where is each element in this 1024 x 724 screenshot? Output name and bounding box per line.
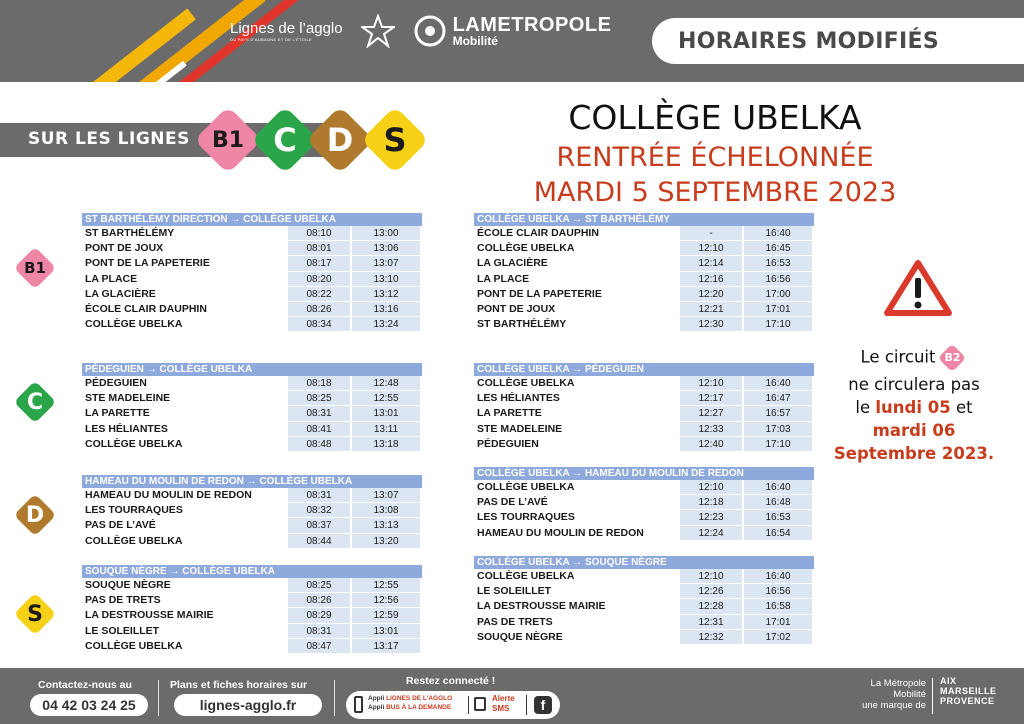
stop-name: LA PLACE: [477, 272, 530, 285]
table-row: [82, 226, 422, 241]
departure-time-2: 13:01: [350, 624, 420, 639]
table-row: [82, 376, 422, 391]
departure-time-2: 16:58: [742, 599, 812, 614]
apps-panel: [346, 691, 560, 719]
plans-label: Plans et fiches horaires sur: [170, 679, 308, 691]
departure-time-1: 08:31: [286, 488, 350, 503]
stop-name: LE SOLEILLET: [85, 624, 160, 637]
table-row: [474, 256, 814, 271]
logo-agglo-subtext: DU PAYS D’AUBAGNE ET DE L’ÉTOILE: [230, 36, 312, 42]
app-lignes-agglo[interactable]: Appli LIGNES DE L’AGGLO: [368, 695, 453, 702]
table-row: [82, 256, 422, 271]
table-row: [474, 630, 814, 645]
table-row: [474, 569, 814, 584]
notice-text-2: ne circulera pas: [848, 375, 980, 394]
stop-name: COLLÈGE UBELKA: [85, 534, 183, 547]
stop-name: PAS DE L’AVÉ: [85, 519, 156, 532]
departure-time-1: 12:20: [678, 287, 742, 302]
table-row: [82, 437, 422, 452]
stop-name: LA PLACE: [85, 272, 138, 285]
departure-time-2: 17:00: [742, 287, 812, 302]
stop-name: COLLÈGE UBELKA: [477, 377, 575, 389]
table-row: [474, 480, 814, 495]
departure-time-1: 12:16: [678, 272, 742, 287]
table-row: [474, 317, 814, 332]
departure-time-2: 13:08: [350, 503, 420, 518]
departure-time-2: 13:18: [350, 437, 420, 452]
table-row: [474, 510, 814, 525]
table-row: [474, 391, 814, 406]
departure-time-2: 16:54: [742, 526, 812, 541]
departure-time-2: 13:20: [350, 534, 420, 549]
departure-time-2: 17:02: [742, 630, 812, 645]
departure-time-2: 16:47: [742, 391, 812, 406]
departure-time-2: 13:06: [350, 241, 420, 256]
stop-name: LES TOURRAQUES: [85, 504, 183, 517]
departure-time-1: 12:30: [678, 317, 742, 332]
stop-name: COLLÈGE UBELKA: [85, 318, 183, 331]
stop-name: LE SOLEILLET: [477, 585, 552, 598]
timetable-c-return: [474, 363, 814, 452]
departure-time-2: 17:03: [742, 422, 812, 437]
smartphone-icon: [354, 696, 363, 713]
departure-time-1: 08:32: [286, 503, 350, 518]
contact-label: Contactez-nous au: [38, 679, 132, 691]
stop-name: LES HÉLIANTES: [477, 392, 560, 405]
departure-time-1: 08:31: [286, 624, 350, 639]
departure-time-1: 08:47: [286, 639, 350, 654]
timetable-s-outbound: [82, 565, 422, 654]
table-row: [82, 639, 422, 654]
departure-time-2: 12:59: [350, 608, 420, 623]
departure-time-2: 16:53: [742, 256, 812, 271]
departure-time-1: 12:10: [678, 376, 742, 391]
stop-name: ÉCOLE CLAIR DAUPHIN: [477, 227, 599, 239]
connect-label: Restez connecté !: [406, 675, 496, 687]
departure-time-1: 12:27: [678, 406, 742, 421]
stop-name: ÉCOLE CLAIR DAUPHIN: [85, 302, 207, 315]
departure-time-1: 12:14: [678, 256, 742, 271]
table-row: [474, 302, 814, 317]
departure-time-1: 08:31: [286, 406, 350, 421]
timetable-s-return: [474, 556, 814, 645]
sms-alert[interactable]: Alerte SMS: [492, 694, 515, 713]
departure-time-2: 13:07: [350, 256, 420, 271]
timetable-header: COLLÈGE UBELKA → HAMEAU DU MOULIN DE REDON: [474, 467, 814, 480]
departure-time-2: 17:10: [742, 437, 812, 452]
departure-time-1: 08:25: [286, 391, 350, 406]
departure-time-1: 08:22: [286, 287, 350, 302]
timetable-header: ST BARTHÉLÉMY DIRECTION → COLLÈGE UBELKA: [82, 213, 422, 226]
departure-time-2: 16:40: [742, 480, 812, 495]
phone-number[interactable]: 04 42 03 24 25: [30, 694, 148, 716]
footer-bar: [0, 668, 1024, 724]
stop-name: STE MADELEINE: [477, 422, 563, 435]
app-bus-demande[interactable]: Appli BUS À LA DEMANDE: [368, 704, 452, 711]
departure-time-2: 12:55: [350, 391, 420, 406]
departure-time-1: 12:32: [678, 630, 742, 645]
stop-name: LES TOURRAQUES: [477, 511, 575, 524]
stop-name: PONT DE JOUX: [85, 242, 164, 255]
departure-time-1: 12:18: [678, 495, 742, 510]
departure-time-2: 13:01: [350, 406, 420, 421]
departure-time-1: 08:10: [286, 226, 350, 241]
departure-time-1: 08:44: [286, 534, 350, 549]
stop-name: PAS DE TRETS: [85, 594, 161, 607]
notice-text-4: et: [955, 398, 973, 417]
departure-time-1: 12:23: [678, 510, 742, 525]
b2-badge: B2: [937, 343, 967, 373]
footer-divider: [334, 680, 335, 716]
stop-name: ST BARTHÉLÉMY: [477, 318, 567, 331]
table-row: [82, 578, 422, 593]
stop-name: PAS DE L’AVÉ: [477, 496, 548, 509]
table-row: [474, 272, 814, 287]
logo-metropole-sub: Mobilité: [452, 34, 498, 48]
departure-time-2: 16:45: [742, 241, 812, 256]
stop-name: LA PARETTE: [477, 407, 542, 420]
b2-notice: [824, 343, 1004, 465]
table-row: [474, 584, 814, 599]
departure-time-2: 12:48: [350, 376, 420, 391]
stop-name: LA DESTROUSSE MAIRIE: [85, 609, 214, 622]
stop-name: PONT DE LA PAPETERIE: [85, 257, 210, 270]
website-link[interactable]: lignes-agglo.fr: [174, 694, 322, 716]
departure-time-2: 13:13: [350, 518, 420, 533]
stop-name: STE MADELEINE: [85, 392, 171, 405]
table-row: [474, 376, 814, 391]
stop-name: COLLÈGE UBELKA: [85, 639, 183, 652]
stop-name: SOUQUE NÈGRE: [477, 630, 563, 643]
departure-time-2: 13:11: [350, 422, 420, 437]
metropole-emblem-icon: [413, 14, 447, 48]
departure-time-1: -: [678, 226, 742, 241]
star-icon: [361, 14, 395, 48]
stop-name: PAS DE TRETS: [477, 615, 553, 628]
departure-time-1: 12:24: [678, 526, 742, 541]
departure-time-1: 12:10: [678, 480, 742, 495]
stop-name: COLLÈGE UBELKA: [477, 481, 575, 493]
table-row: [82, 302, 422, 317]
departure-time-2: 13:16: [350, 302, 420, 317]
table-row: [474, 241, 814, 256]
departure-time-1: 08:48: [286, 437, 350, 452]
departure-time-2: 16:53: [742, 510, 812, 525]
timetable-header: HAMEAU DU MOULIN DE REDON → COLLÈGE UBELKA: [82, 475, 422, 488]
notice-date-1: lundi 05: [875, 398, 951, 417]
table-row: [474, 599, 814, 614]
departure-time-1: 12:21: [678, 302, 742, 317]
notice-text-1: Le circuit: [860, 347, 936, 367]
timetable-d-outbound: [82, 475, 422, 549]
table-row: [82, 488, 422, 503]
timetable-header: PÉDEGUIEN → COLLÈGE UBELKA: [82, 363, 422, 376]
facebook-icon[interactable]: f: [534, 696, 552, 714]
table-row: [474, 495, 814, 510]
stop-name: PONT DE JOUX: [477, 302, 556, 315]
stop-name: LA GLACIÈRE: [85, 287, 156, 300]
departure-time-1: 12:10: [678, 569, 742, 584]
table-row: [82, 624, 422, 639]
departure-time-1: 08:34: [286, 317, 350, 332]
timetable-header: COLLÈGE UBELKA → PÉDEGUIEN: [474, 363, 814, 376]
table-row: [82, 317, 422, 332]
stop-name: LA DESTROUSSE MAIRIE: [477, 600, 606, 613]
logo-agglo-text: Lignes de l’agglo: [230, 19, 343, 37]
table-row: [474, 226, 814, 241]
table-row: [474, 287, 814, 302]
departure-time-1: 08:26: [286, 593, 350, 608]
departure-time-2: 17:01: [742, 302, 812, 317]
table-row: [82, 406, 422, 421]
table-row: [82, 287, 422, 302]
departure-time-2: 16:56: [742, 584, 812, 599]
stop-name: LES HÉLIANTES: [85, 422, 168, 435]
departure-time-2: 16:40: [742, 376, 812, 391]
page-subtitle: RENTRÉE ÉCHELONNÉE: [556, 142, 874, 173]
departure-time-1: 08:41: [286, 422, 350, 437]
departure-time-1: 08:37: [286, 518, 350, 533]
departure-time-1: 12:31: [678, 615, 742, 630]
table-row: [474, 437, 814, 452]
timetable-header: SOUQUE NÈGRE → COLLÈGE UBELKA: [82, 565, 422, 578]
stop-name: LA GLACIÈRE: [477, 257, 548, 270]
footer-divider: [158, 680, 159, 716]
departure-time-2: 12:55: [350, 578, 420, 593]
stop-name: PÉDEGUIEN: [85, 377, 147, 389]
departure-time-1: 12:17: [678, 391, 742, 406]
logo-metropole-name: LAMETROPOLE: [452, 14, 612, 36]
departure-time-1: 12:10: [678, 241, 742, 256]
timetable-d-return: [474, 467, 814, 541]
table-row: [474, 422, 814, 437]
sms-phone-icon: [474, 697, 486, 711]
departure-time-1: 08:20: [286, 272, 350, 287]
table-row: [474, 615, 814, 630]
stop-name: COLLÈGE UBELKA: [477, 570, 575, 582]
departure-time-2: 12:56: [350, 593, 420, 608]
lines-banner-label: SUR LES LIGNES: [28, 129, 190, 149]
notice-date-3: Septembre 2023.: [833, 444, 995, 463]
timetable-header: COLLÈGE UBELKA → SOUQUE NÈGRE: [474, 556, 814, 569]
brand-aix-marseille-provence: AIX MARSEILLE PROVENCE: [940, 676, 997, 706]
table-row: [82, 391, 422, 406]
departure-time-2: 16:56: [742, 272, 812, 287]
logo-metropole: [413, 14, 612, 48]
stop-name: LA PARETTE: [85, 407, 150, 420]
departure-time-2: 13:00: [350, 226, 420, 241]
brand-metropole-mobilite: La Métropole Mobilité une marque de: [862, 678, 926, 711]
warning-icon: [884, 260, 952, 316]
partner-logos: [230, 14, 611, 48]
departure-time-2: 17:01: [742, 615, 812, 630]
timetable-c-outbound: [82, 363, 422, 452]
departure-time-1: 12:28: [678, 599, 742, 614]
departure-time-2: 16:57: [742, 406, 812, 421]
table-row: [82, 534, 422, 549]
timetable-b1-return: [474, 213, 814, 332]
table-row: [474, 526, 814, 541]
departure-time-2: 16:40: [742, 569, 812, 584]
stop-name: ST BARTHÉLÉMY: [85, 227, 175, 239]
table-row: [82, 241, 422, 256]
timetable-b1-outbound: [82, 213, 422, 332]
logo-lignes-agglo: [230, 21, 343, 42]
modified-schedules-label: HORAIRES MODIFIÉS: [678, 28, 939, 54]
departure-time-1: 12:40: [678, 437, 742, 452]
table-row: [474, 406, 814, 421]
table-row: [82, 518, 422, 533]
page-title: COLLÈGE UBELKA: [568, 98, 862, 137]
stop-name: HAMEAU DU MOULIN DE REDON: [477, 526, 644, 539]
departure-time-1: 08:29: [286, 608, 350, 623]
departure-time-1: 08:18: [286, 376, 350, 391]
stop-name: COLLÈGE UBELKA: [85, 437, 183, 450]
departure-time-2: 13:07: [350, 488, 420, 503]
table-row: [82, 608, 422, 623]
stop-name: SOUQUE NÈGRE: [85, 579, 171, 591]
stop-name: HAMEAU DU MOULIN DE REDON: [85, 489, 252, 501]
departure-time-2: 13:12: [350, 287, 420, 302]
modified-schedules-badge: [652, 18, 1024, 64]
stop-name: PONT DE LA PAPETERIE: [477, 287, 602, 300]
timetable-header: COLLÈGE UBELKA → ST BARTHÉLÉMY: [474, 213, 814, 226]
departure-time-2: 17:10: [742, 317, 812, 332]
departure-time-2: 13:10: [350, 272, 420, 287]
departure-time-2: 16:48: [742, 495, 812, 510]
stop-name: COLLÈGE UBELKA: [477, 242, 575, 255]
departure-time-1: 12:26: [678, 584, 742, 599]
table-row: [82, 593, 422, 608]
departure-time-2: 16:40: [742, 226, 812, 241]
departure-time-1: 08:25: [286, 578, 350, 593]
notice-text-3: le: [855, 398, 871, 417]
departure-time-1: 08:01: [286, 241, 350, 256]
departure-time-1: 12:33: [678, 422, 742, 437]
departure-time-2: 13:17: [350, 639, 420, 654]
departure-time-2: 13:24: [350, 317, 420, 332]
departure-time-1: 08:26: [286, 302, 350, 317]
table-row: [82, 503, 422, 518]
table-row: [82, 272, 422, 287]
page-date: MARDI 5 SEPTEMBRE 2023: [533, 177, 897, 208]
notice-date-2: mardi 06: [872, 421, 956, 440]
departure-time-1: 08:17: [286, 256, 350, 271]
stop-name: PÉDEGUIEN: [477, 437, 539, 450]
table-row: [82, 422, 422, 437]
